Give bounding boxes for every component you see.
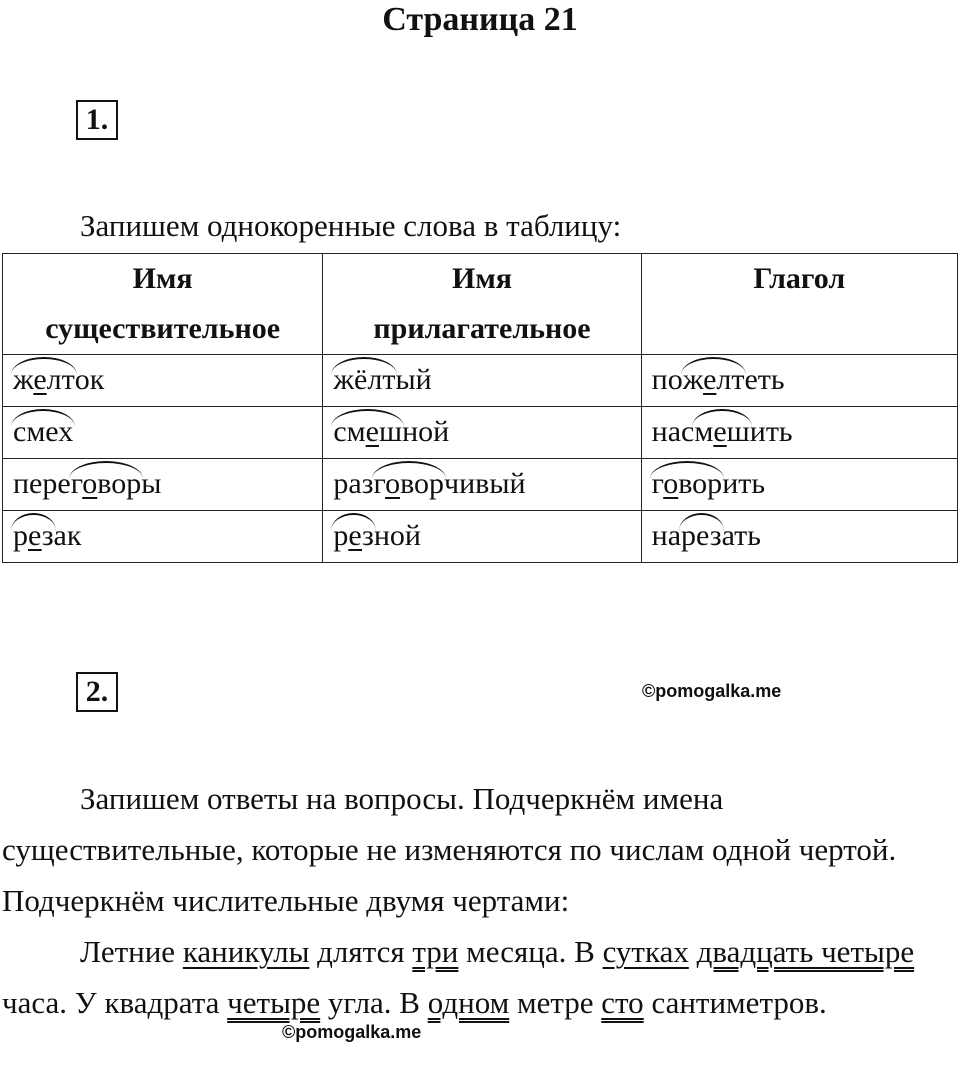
root-part: лт [716,363,745,396]
word-cell [323,459,641,511]
root-part: см [333,415,366,448]
word-root [13,355,75,405]
header-adjective: Имя прилагательное [323,254,641,355]
root-part: ш [726,415,750,448]
word-ending: ной [373,519,421,552]
word-ending: ы [141,467,162,500]
word-cell [3,459,323,511]
root-part: м [694,415,714,448]
watermark: ©pomogalka.me [642,681,782,701]
word-root [374,459,445,509]
word-ending: еть [744,363,785,396]
unstressed-vowel: е [365,415,379,448]
unstressed-vowel: е [33,363,47,396]
word-ending: ок [74,363,105,396]
word-cell [3,407,323,459]
unstressed-vowel: е [28,519,42,552]
word-cell [323,511,641,563]
word-ending: ать [721,519,761,552]
word-prefix: раз [333,467,374,500]
root-part: вор [97,467,142,500]
word-cell [641,407,957,459]
word-root [13,407,73,457]
table-header-row [3,254,958,355]
word-cell [641,459,957,511]
word-root [683,355,745,405]
header-noun: Имя существительное [3,254,323,355]
word-cell [641,511,957,563]
word-root [71,459,142,509]
word-prefix: по [651,363,683,396]
word-ending: ить [749,415,793,448]
root-part: з [41,519,54,552]
task1-intro: Запишем однокоренные слова в таблицу: [80,208,622,243]
numeral-double-underlined: четыре [227,985,321,1020]
root-part: смех [13,415,74,448]
noun-underlined: сутках [602,934,689,969]
root-part: ш [378,415,403,448]
word-ending: ый [395,363,432,396]
word-ending: ак [53,519,82,552]
answer-text: угла. В [320,985,428,1020]
unstressed-vowel: е [713,415,727,448]
watermark: ©pomogalka.me [282,1022,422,1042]
answer-text: сантиметров. [643,985,827,1020]
word-cell [323,407,641,459]
word-cell [3,511,323,563]
root-part: г [70,467,83,500]
word-cell [323,355,641,407]
word-root [13,511,54,561]
root-part: ж [682,363,704,396]
word-root [333,511,374,561]
word-prefix: нас [651,415,695,448]
word-cell [641,355,957,407]
unstressed-vowel: е [348,519,363,552]
root-part: вор [400,467,445,500]
unstressed-vowel: о [82,467,98,500]
word-ending: чивый [444,467,526,500]
word-root [333,407,402,457]
numeral-double-underlined: двадцать четыре [696,934,915,969]
root-part: рез [681,519,722,552]
table-row [3,459,958,511]
table-row [3,407,958,459]
unstressed-vowel: о [385,467,401,500]
root-part: г [651,467,664,500]
answer-text: Летние [80,934,183,969]
answer-text: метре [509,985,602,1020]
word-ending: ить [722,467,766,500]
task2-instruction: Запишем ответы на вопросы. Подчеркнём имена существительные, которые не изменяются по числам одной чертой. Подчеркнём числительные двумя чертами: [2,781,897,918]
answer-text: длятся [309,934,413,969]
task-number-1: 1. [76,100,118,140]
root-part: з [362,519,374,552]
unstressed-vowel: е [703,363,717,396]
word-root [694,407,749,457]
answer-text [689,934,697,969]
root-part: вор [678,467,723,500]
word-root [333,355,395,405]
root-part: р [333,519,349,552]
table-row [3,355,958,407]
cognates-table [2,253,958,563]
table-row [3,511,958,563]
word-ending: ной [402,415,450,448]
word-root [681,511,722,561]
numeral-double-underlined: сто [601,985,644,1020]
root-part: жёлт [333,363,396,396]
answer-text: часа. У квадрата [2,985,228,1020]
answer-text: месяца. В [458,934,603,969]
word-cell [3,355,323,407]
noun-underlined: каникулы [182,934,310,969]
word-root [652,459,723,509]
task2-answer [2,926,952,1028]
word-prefix: пере [13,467,71,500]
page-title: Страница 21 [382,1,578,38]
unstressed-vowel: о [663,467,679,500]
numeral-double-underlined: три [412,934,459,969]
root-part: ж [13,363,34,396]
task-number-2: 2. [76,672,118,712]
root-part: р [13,519,28,552]
numeral-double-underlined: одном [427,985,510,1020]
word-prefix: на [651,519,682,552]
root-part: лт [46,363,75,396]
header-verb: Глагол [641,254,957,355]
root-part: г [373,467,386,500]
